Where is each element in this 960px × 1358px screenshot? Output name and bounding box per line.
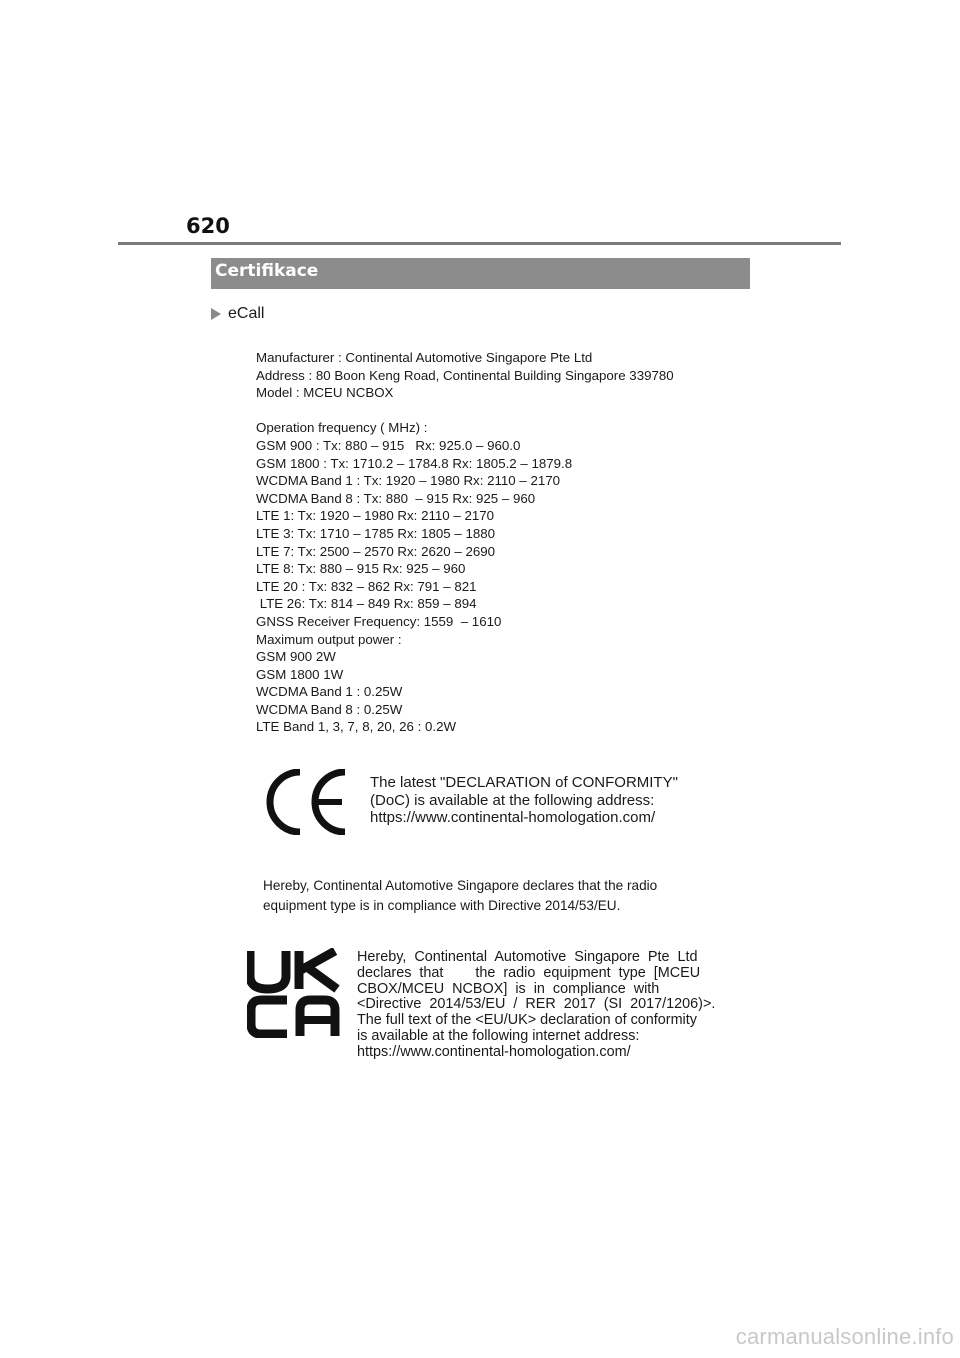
spec-line: Maximum output power :: [256, 631, 402, 647]
triangle-right-icon: [210, 307, 222, 321]
section-header: [211, 258, 750, 289]
spec-line: GNSS Receiver Frequency: 1559 – 1610: [256, 613, 502, 629]
spec-line: GSM 900 2W: [256, 649, 336, 665]
spec-line: WCDMA Band 8 : Tx: 880 – 915 Rx: 925 – 960: [256, 490, 536, 506]
spec-line: GSM 1800 1W: [256, 666, 344, 682]
spec-line: WCDMA Band 8 : 0.25W: [256, 701, 403, 717]
spec-line: LTE 3: Tx: 1710 – 1785 Rx: 1805 – 1880: [256, 525, 496, 541]
header-rule: [118, 242, 841, 245]
ukca-declaration-text: [357, 949, 716, 1061]
model-line: Model : MCEU NCBOX: [256, 385, 394, 401]
ce-url: https://www.continental-homologation.com/: [370, 809, 656, 826]
spec-block: [256, 349, 726, 736]
spec-line: WCDMA Band 1 : Tx: 1920 – 1980 Rx: 2110 – 2170: [256, 473, 561, 489]
declaration-line: equipment type is in compliance with Directive 2014/53/EU.: [263, 898, 621, 913]
ukca-line: The full text of the <EU/UK> declaration of conformity: [357, 1012, 697, 1029]
ukca-mark-logo: [247, 948, 341, 1038]
address-line: Address : 80 Boon Keng Road, Continental Building Singapore 339780: [256, 367, 674, 383]
bullet-label: eCall: [228, 305, 265, 322]
spec-line: LTE 8: Tx: 880 – 915 Rx: 925 – 960: [256, 561, 466, 577]
ce-line: (DoC) is available at the following address:: [370, 791, 655, 809]
ukca-line: CBOX/MCEU NCBOX] is in compliance with: [357, 980, 660, 997]
section-title: Certifikace: [215, 261, 319, 281]
spec-line: LTE 26: Tx: 814 – 849 Rx: 859 – 894: [256, 596, 477, 612]
spec-line: WCDMA Band 1 : 0.25W: [256, 684, 403, 700]
watermark: carmanualsonline.info: [735, 1324, 954, 1349]
ukca-line: is available at the following internet address:: [357, 1027, 640, 1044]
ecall-bullet: [210, 305, 264, 323]
spec-gap: [256, 402, 726, 420]
ukca-url: https://www.continental-homologation.com/: [357, 1043, 631, 1060]
spec-line: GSM 1800 : Tx: 1710.2 – 1784.8 Rx: 1805.2 – 1879.8: [256, 455, 573, 471]
spec-line: GSM 900 : Tx: 880 – 915 Rx: 925.0 – 960.0: [256, 437, 521, 453]
declaration-line: Hereby, Continental Automotive Singapore declares that the radio: [263, 878, 658, 893]
manufacturer-line: Manufacturer : Continental Automotive Singapore Pte Ltd: [256, 350, 593, 365]
spec-line: LTE 1: Tx: 1920 – 1980 Rx: 2110 – 2170: [256, 508, 495, 524]
ukca-line: declares that the radio equipment type [MCEU: [357, 964, 701, 981]
page-number: 620: [186, 214, 230, 238]
spec-line: LTE 20 : Tx: 832 – 862 Rx: 791 – 821: [256, 578, 477, 594]
ce-line: The latest "DECLARATION of CONFORMITY": [370, 774, 678, 791]
spec-line: LTE Band 1, 3, 7, 8, 20, 26 : 0.2W: [256, 719, 457, 735]
op-freq-heading: Operation frequency ( MHz) :: [256, 420, 428, 436]
ukca-line: Hereby, Continental Automotive Singapore Pte Ltd: [357, 949, 698, 965]
spec-line: LTE 7: Tx: 2500 – 2570 Rx: 2620 – 2690: [256, 543, 496, 559]
ce-mark-logo: [266, 769, 348, 835]
ukca-line: <Directive 2014/53/EU / RER 2017 (SI 2017/1206)>.: [357, 996, 716, 1013]
ce-declaration-text: [370, 774, 700, 827]
eu-compliance-statement: [263, 876, 703, 916]
